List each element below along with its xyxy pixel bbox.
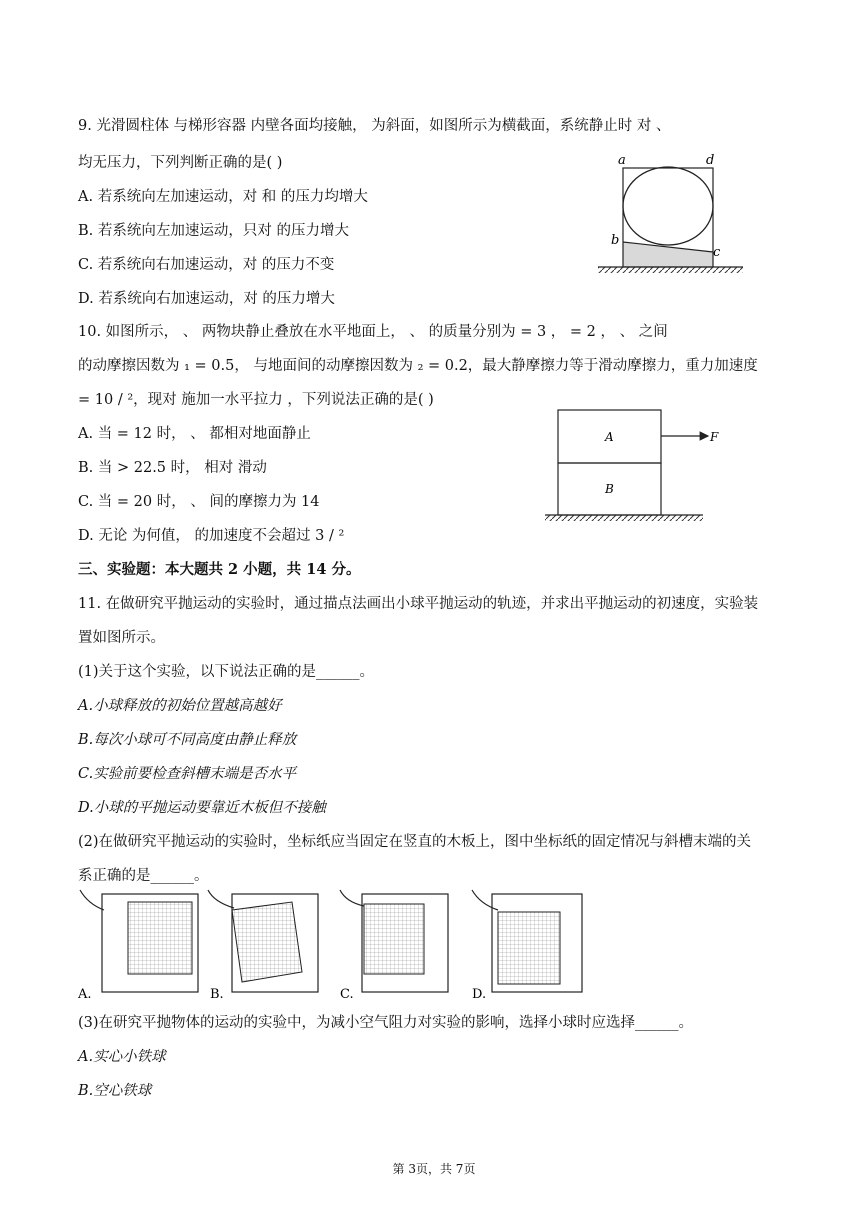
q9-label-d: d: [706, 153, 715, 168]
page-footer: 第 3页，共 7页: [392, 1162, 476, 1176]
q10-option-a: A. 当 = 12 时， 、 都相对地面静止: [78, 426, 311, 442]
q9-label-a: a: [618, 153, 626, 168]
q9-option-b: B. 若系统向左加速运动，只对 的压力增大: [78, 223, 349, 239]
q10-stem-line3: = 10 / ²，现对 施加一水平拉力 ，下列说法正确的是( ): [78, 392, 434, 408]
q11-figure-a-label: A.: [78, 987, 92, 1002]
q11-part1-option-d: D.小球的平抛运动要靠近木板但不接触: [78, 800, 326, 816]
q10-stem-line2: 的动摩擦因数为 ₁ = 0.5， 与地面间的动摩擦因数为 ₂ = 0.2，最大静摩擦力等于滑动摩擦力，重力加速度: [78, 358, 758, 374]
q10-ground-hatch: [545, 515, 703, 521]
q10-label-a: A: [605, 430, 614, 444]
q11-part3-option-b: B.空心铁球: [78, 1083, 152, 1099]
q10-option-d: D. 无论 为何值， 的加速度不会超过 3 / ²: [78, 528, 345, 544]
q9-stem-line2: 均无压力，下列判断正确的是( ): [78, 155, 283, 171]
q10-option-c: C. 当 = 20 时， 、 间的摩擦力为 14: [78, 494, 320, 510]
q11-figure-c-label: C.: [340, 987, 354, 1002]
q11-part2-line2: 系正确的是______。: [78, 868, 209, 884]
q11-figure-b-label: B.: [210, 987, 224, 1002]
q11-figure-d: [472, 890, 582, 1002]
q11-part1-option-a: A.小球释放的初始位置越高越好: [78, 698, 282, 714]
q9-option-a: A. 若系统向左加速运动，对 和 的压力均增大: [78, 189, 368, 205]
q9-incline-fill: [623, 242, 713, 267]
section-3-heading: 三、实验题：本大题共 2 小题，共 14 分。: [78, 561, 361, 578]
q9-label-b: b: [611, 233, 620, 248]
q11-part1-option-c: C.实验前要检查斜槽末端是否水平: [78, 766, 297, 782]
q10-label-b: B: [605, 482, 614, 496]
q11-stem-line1: 11. 在做研究平抛运动的实验时，通过描点法画出小球平抛运动的轨迹，并求出平抛运动的初速度，实验装: [78, 596, 759, 612]
q11-part2-line1: (2)在做研究平抛运动的实验时，坐标纸应当固定在竖直的木板上，图中坐标纸的固定情况与斜槽末端的关: [78, 834, 752, 850]
q11-grid-figures: [74, 888, 594, 1003]
q9-cylinder: [623, 167, 713, 245]
q11-figure-d-label: D.: [472, 987, 487, 1002]
q11-figure-c: [340, 890, 448, 1002]
q9-figure: [590, 150, 750, 275]
q11-part1: (1)关于这个实验，以下说法正确的是______。: [78, 664, 375, 680]
q11-stem-line2: 置如图所示。: [78, 630, 165, 646]
q11-part3-option-a: A.实心小铁球: [78, 1049, 166, 1065]
q11-part1-option-b: B.每次小球可不同高度由静止释放: [78, 732, 297, 748]
q9-label-c: c: [713, 245, 721, 260]
q9-option-d: D. 若系统向右加速运动，对 的压力增大: [78, 291, 335, 307]
q9-option-c: C. 若系统向右加速运动，对 的压力不变: [78, 257, 335, 273]
q11-part3: (3)在研究平抛物体的运动的实验中，为减小空气阻力对实验的影响，选择小球时应选择______。: [78, 1015, 694, 1031]
q10-stem-line1: 10. 如图所示， 、 两物块静止叠放在水平地面上， 、 的质量分别为 = 3 ， = 2 ， 、 之间: [78, 324, 668, 340]
q11-figure-b: [208, 890, 318, 1002]
q10-figure: [540, 405, 740, 530]
q10-option-b: B. 当 > 22.5 时， 相对 滑动: [78, 460, 267, 476]
q11-figure-a: [77, 890, 198, 1002]
q9-ground-hatch: [598, 267, 743, 273]
q9-stem-line1: 9. 光滑圆柱体 与梯形容器 内壁各面均接触， 为斜面，如图所示为横截面，系统静止时 对 、: [78, 118, 671, 134]
q10-label-f: F: [710, 430, 719, 444]
